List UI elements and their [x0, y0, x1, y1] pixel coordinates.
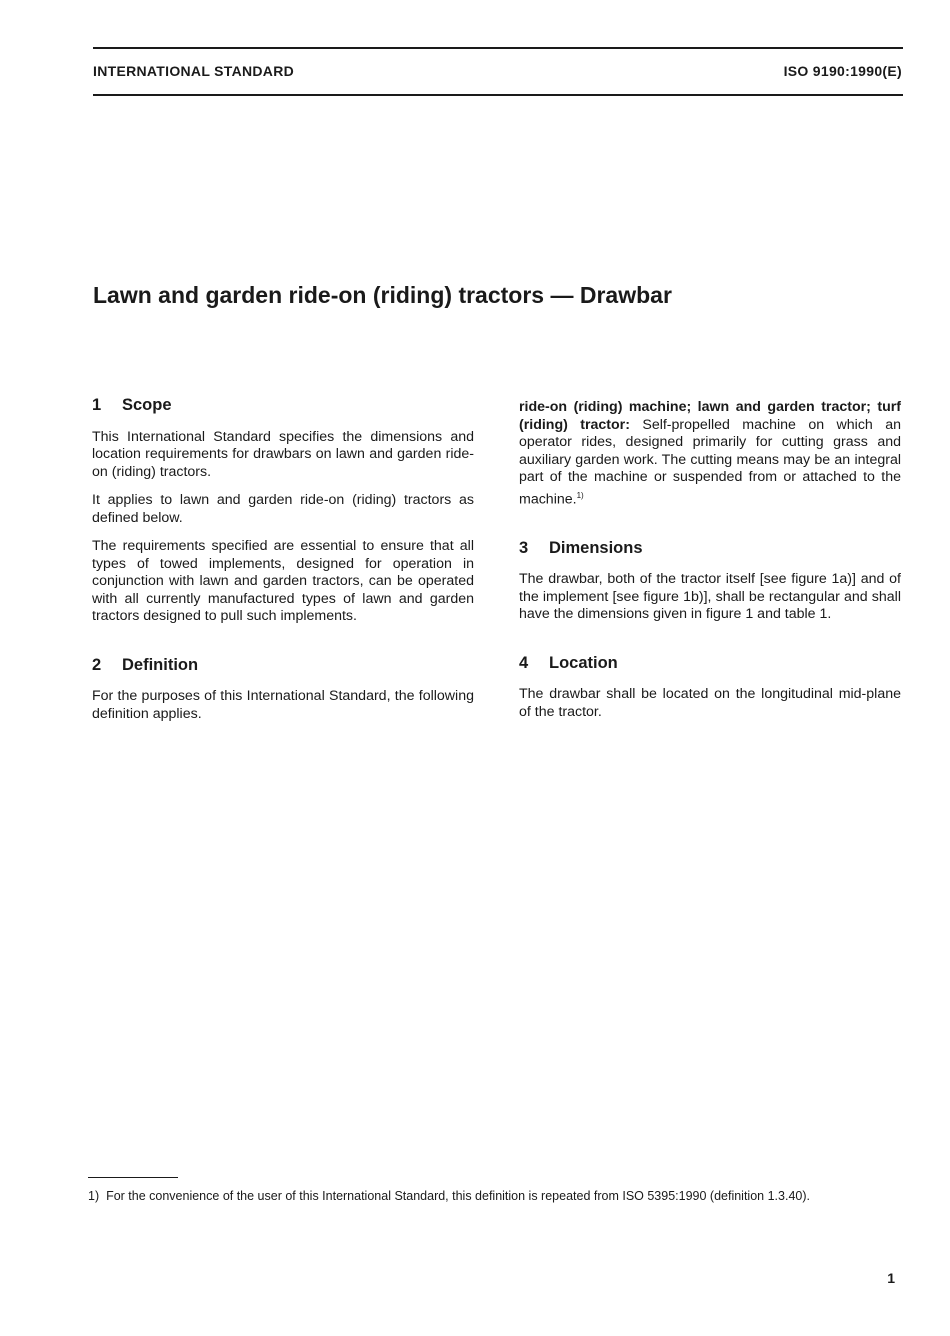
document-number: ISO 9190:1990(E): [783, 63, 902, 79]
section-location-heading: [519, 655, 901, 673]
right-column: [519, 399, 901, 732]
header-rule-bottom: [93, 94, 903, 96]
dimensions-paragraph: The drawbar, both of the tractor itself [see figure 1a)] and of the implement [see figure 1b)], shall be rectangular and shall have the dimensions given in figure 1 and table 1.: [519, 571, 901, 623]
definition-text: Self-propelled machine on which an operator rides, designed primarily for cutting grass and auxiliary garden work. The cutting means may be an integral part of the machine or suspended from or attached to the machine.: [519, 416, 901, 508]
footnote: [88, 1189, 898, 1204]
definition-term-entry: [519, 399, 901, 509]
footnote-marker: 1): [88, 1189, 100, 1203]
footnote-separator: [88, 1177, 178, 1178]
section-definition-heading: [92, 657, 474, 675]
section-title: Definition: [122, 655, 199, 674]
scope-paragraph: The requirements specified are essential to ensure that all types of towed implements, designed for operation in conjunction with lawn and garden tractors, can be operated with all currently manufactured types of lawn and garden tractors designed to pull such implements.: [92, 538, 474, 624]
section-title: Location: [549, 653, 618, 672]
section-number: 2: [92, 655, 102, 674]
page-title: Lawn and garden ride-on (riding) tractors — Drawbar: [93, 282, 672, 308]
location-paragraph: The drawbar shall be located on the longitudinal mid-plane of the tractor.: [519, 686, 901, 720]
left-column: [92, 397, 474, 734]
section-scope-heading: [92, 397, 474, 415]
section-dimensions-heading: [519, 540, 901, 558]
page-number: 1: [887, 1270, 895, 1286]
document-type: INTERNATIONAL STANDARD: [93, 63, 295, 79]
header-rule-top: [93, 47, 903, 49]
section-number: 3: [519, 538, 529, 557]
section-number: 4: [519, 653, 529, 672]
scope-paragraph: This International Standard specifies the dimensions and location requirements for drawbars on lawn and garden ride-on (riding) tractors.: [92, 428, 474, 480]
footnote-reference: 1): [576, 490, 584, 500]
definition-paragraph: For the purposes of this International Standard, the following definition applies.: [92, 688, 474, 722]
footnote-text: For the convenience of the user of this International Standard, this definition is repeated from ISO 5395:1990 (definition 1.3.40).: [106, 1189, 810, 1203]
section-title: Dimensions: [549, 538, 643, 557]
section-number: 1: [92, 396, 102, 414]
definition-term: ride-on (riding) machine; lawn and garden tractor; turf (riding) tractor:: [519, 399, 901, 433]
scope-paragraph: It applies to lawn and garden ride-on (riding) tractors as defined below.: [92, 492, 474, 526]
section-title: Scope: [122, 396, 172, 414]
